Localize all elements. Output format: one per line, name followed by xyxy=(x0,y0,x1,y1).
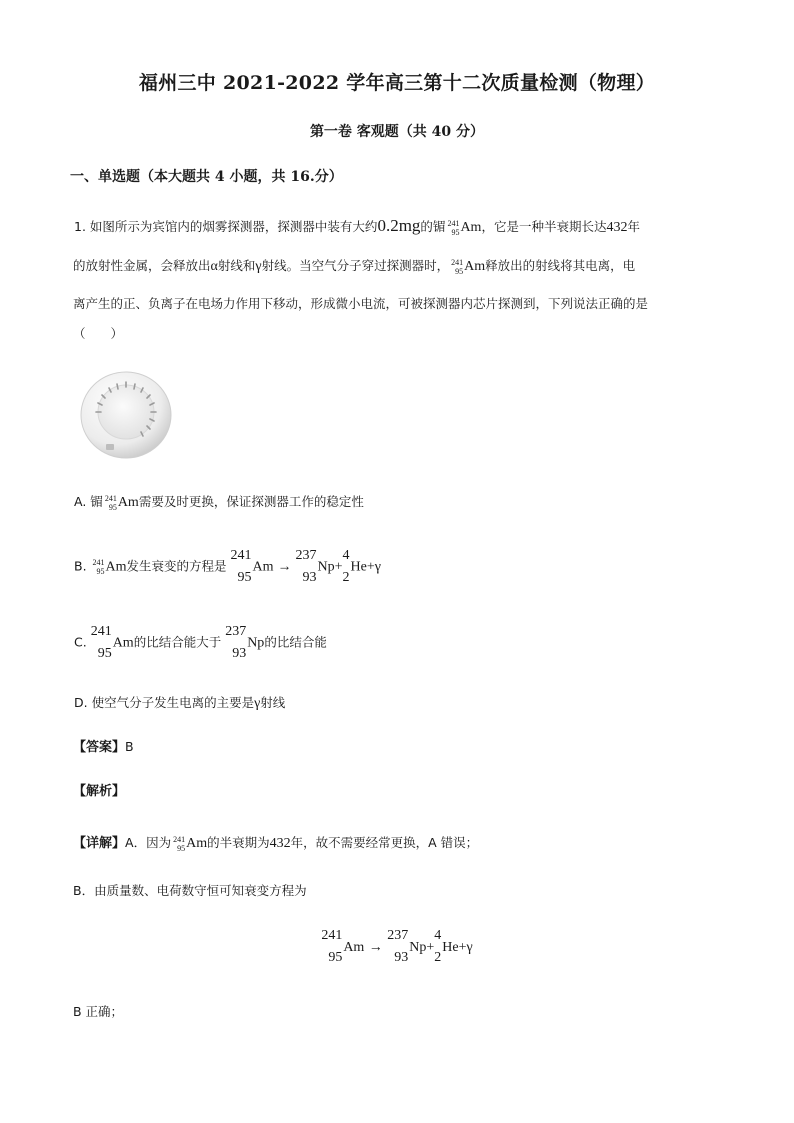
equation-am: 241 95 xyxy=(230,548,252,585)
option-a[interactable]: A. 镅 241 95 Am需要及时更换，保证探测器工作的稳定性 xyxy=(74,493,364,512)
equation-am: 241 95 xyxy=(90,624,112,661)
equation-np: 237 93 xyxy=(225,624,247,661)
nuclide-am: 241 95 xyxy=(104,493,117,512)
equation-he: 4 2 xyxy=(434,928,442,965)
option-d[interactable]: D. 使空气分子发生电离的主要是γ射线 xyxy=(74,695,286,711)
page-title: 福州三中 2021-2022 学年高三第十二次质量检测（物理） xyxy=(138,72,656,94)
answer-value: B xyxy=(125,739,134,754)
option-c[interactable]: C. 241 95 Am的比结合能大于 237 93 Np的比结合能 xyxy=(74,624,327,661)
answer-line xyxy=(73,737,134,758)
question-line-2: 的放射性金属，会释放出α射线和γ射线。当空气分子穿过探测器时， 241 95 Am释放出的射线将其电离，电 xyxy=(73,257,636,276)
analysis-heading: 【解析】 xyxy=(73,784,126,799)
decay-equation: 241 95 Am → 237 93 Np+ 4 2 He+γ xyxy=(321,928,473,965)
smoke-detector-image xyxy=(80,368,172,460)
equation-np: 237 93 xyxy=(295,548,317,585)
nuclide-am: 241 95 xyxy=(451,257,464,276)
mass-value: 0.2mg xyxy=(377,216,421,235)
equation-he: 4 2 xyxy=(342,548,350,585)
part-subtitle: 第一卷 客观题（共 40 分） xyxy=(309,124,485,140)
b-correct-line: B 正确； xyxy=(73,1004,124,1019)
nuclide-am: 241 95 xyxy=(173,834,186,853)
question-line-4: （ ） xyxy=(73,326,124,341)
nuclide-am: 241 95 xyxy=(447,218,460,237)
nuclide-am: 241 95 xyxy=(92,558,105,576)
section-heading: 一、单选题（本大题共 4 小题，共 16.分） xyxy=(70,169,343,185)
equation-am: 241 95 xyxy=(321,928,343,965)
question-line-1: 1. 如图所示为宾馆内的烟雾探测器，探测器中装有大约0.2mg的镅 241 95 Am，它是一种半衰期长达432年 xyxy=(74,216,640,237)
option-b[interactable]: B. 241 95 Am发生衰变的方程是 241 95 Am → 237 93 Np+ 4 2 He+γ xyxy=(74,548,381,585)
detail-line-b: B．由质量数、电荷数守恒可知衰变方程为 xyxy=(73,883,307,898)
answer-label: 【答案】 xyxy=(73,740,126,755)
question-number: 1. xyxy=(74,219,86,234)
question-line-3: 离产生的正、负离子在电场力作用下移动，形成微小电流，可被探测器内芯片探测到，下列说法正确的是 xyxy=(73,296,649,311)
detail-line-a: 【详解】A．因为 241 95 Am的半衰期为432年，故不需要经常更换，A 错误； xyxy=(73,834,479,853)
equation-np: 237 93 xyxy=(387,928,409,965)
